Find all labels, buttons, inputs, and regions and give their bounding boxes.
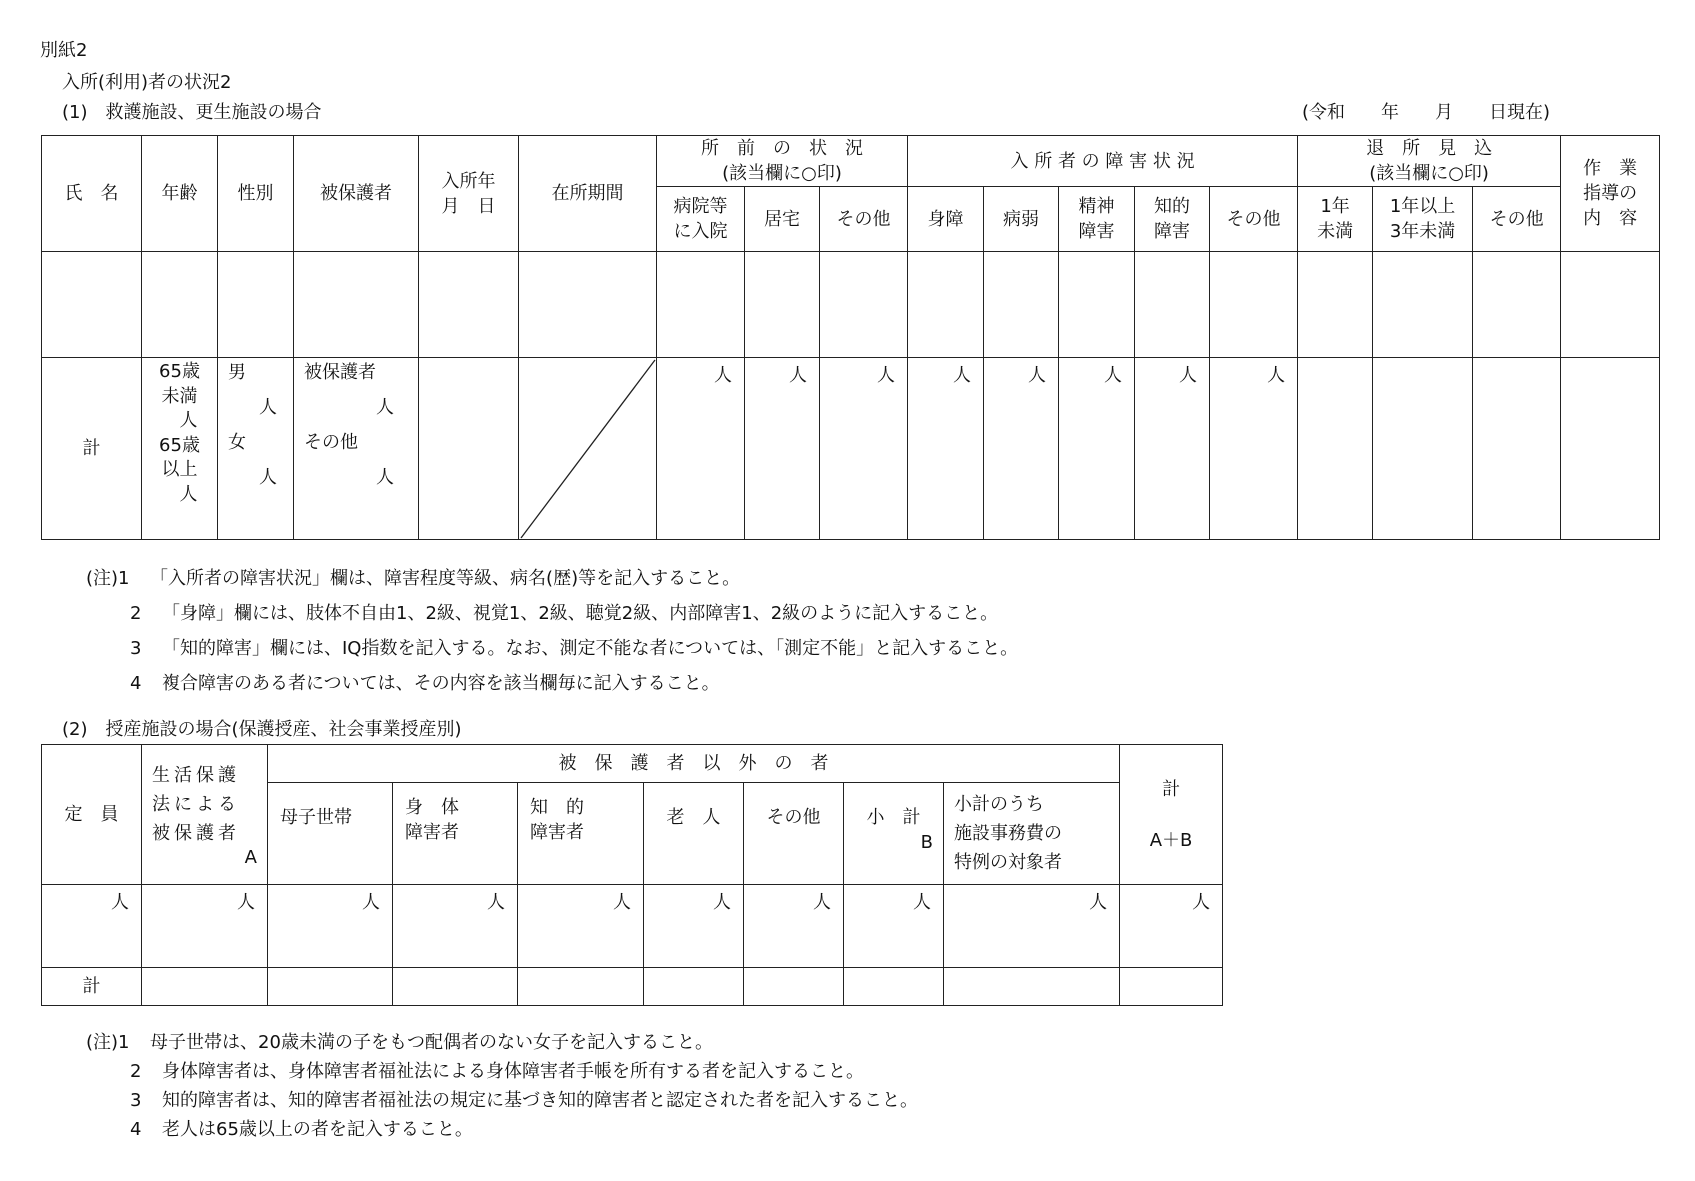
cell[interactable] [1373,358,1473,540]
total-sex [218,358,294,540]
table2 [41,744,1223,1006]
subtotal-mark: B [920,832,933,853]
note-number: 1 [118,568,130,589]
unit: 人 [1135,358,1210,540]
table1-entry-row [42,252,1660,358]
header-physical-disabled: 身 体 障害者 [393,783,518,885]
unit: 人 [984,358,1059,540]
header-1to3-years: 1年以上 3年未満 [1373,187,1473,252]
document-subtitle: 入所(利用)者の状況2 [62,72,232,93]
header-livelihood [142,745,268,885]
cell[interactable] [518,968,644,1006]
unit: 人 [1120,885,1223,968]
cell[interactable] [1561,252,1660,358]
total-age: 65歳 未満 人 65歳 以上 人 [142,358,218,540]
unit: 人 [1059,358,1135,540]
cell[interactable] [745,252,820,358]
cell[interactable] [744,968,844,1006]
cell[interactable] [1059,252,1135,358]
header-intellectual-disabled: 知 的 障害者 [518,783,644,885]
header-sex: 性別 [218,136,294,252]
unit: 人 [745,358,820,540]
protected-unit: 人 [376,397,394,418]
cell[interactable] [657,252,745,358]
section1-title: (1) 救護施設、更生施設の場合 [62,102,322,123]
cell[interactable] [1298,252,1373,358]
female-label: 女 [228,432,246,453]
notes2-prefix: (注) [86,1032,119,1053]
total-label: 計 [42,968,142,1006]
other-unit: 人 [376,467,394,488]
note-text: 「知的障害」欄には、IQ指数を記入する。なお、測定不能な者については、「測定不能」と記入すること。 [162,638,1019,659]
total-label: 計 [42,358,142,540]
header-discharge-other: その他 [1473,187,1561,252]
unit: 人 [744,885,844,968]
notes1-item [130,599,998,625]
cell[interactable] [393,968,518,1006]
cell[interactable] [1473,358,1561,540]
table1-total-row [42,358,1660,540]
cell[interactable] [142,252,218,358]
cell[interactable] [1561,358,1660,540]
note-number: 4 [130,673,142,694]
header-elderly: 老 人 [644,783,744,885]
notes1-item [130,634,1018,660]
total-mark: A＋B [1149,829,1193,851]
header-home: 居宅 [745,187,820,252]
header-protected: 被保護者 [294,136,419,252]
header-other: その他 [744,783,844,885]
cell[interactable] [1298,358,1373,540]
cell[interactable] [218,252,294,358]
note-text: 知的障害者は、知的障害者福祉法の規定に基づき知的障害者と認定された者を記入すること。 [162,1090,918,1111]
diagonal-line [519,358,657,540]
period-diagonal-cell [519,358,657,540]
header-disability-status: 入 所 者 の 障 害 状 況 [908,136,1298,187]
unit: 人 [644,885,744,968]
unit: 人 [844,885,944,968]
header-under-1year: 1年 未満 [1298,187,1373,252]
note-text: 複合障害のある者については、その内容を該当欄毎に記入すること。 [162,673,720,694]
cell[interactable] [419,358,519,540]
cell[interactable] [519,252,657,358]
unit: 人 [393,885,518,968]
attachment-label: 別紙2 [40,40,88,61]
cell[interactable] [42,252,142,358]
livelihood-mark: A [244,847,257,868]
prior-status-label: 所 前 の 状 況 [701,138,863,159]
protected-label: 被保護者 [304,362,376,383]
note-number: 3 [130,1090,142,1111]
cell[interactable] [268,968,393,1006]
cell[interactable] [142,968,268,1006]
livelihood-label: 生活保護 法による 被保護者 [152,765,240,844]
header-intellectual: 知的 障害 [1135,187,1210,252]
header-subtotal [844,783,944,885]
note-number: 1 [118,1032,130,1053]
header-mental: 精神 障害 [1059,187,1135,252]
total-protected [294,358,419,540]
header-period: 在所期間 [519,136,657,252]
date-label: (令和 年 月 日現在) [1302,102,1551,123]
female-unit: 人 [259,467,277,488]
header-disability-other: その他 [1210,187,1298,252]
note-text: 「身障」欄には、肢体不自由1、2級、視覚1、2級、聴覚2級、内部障害1、2級のように記入すること。 [162,603,999,624]
cell[interactable] [844,968,944,1006]
table2-unit-row [42,885,1223,968]
male-unit: 人 [259,397,277,418]
unit: 人 [1210,358,1298,540]
header-discharge-outlook [1298,136,1561,187]
cell[interactable] [419,252,519,358]
notes1-item [86,564,740,590]
unit: 人 [268,885,393,968]
header-non-protected: 被 保 護 者 以 外 の 者 [268,745,1120,783]
note-number: 3 [130,638,142,659]
cell[interactable] [1210,252,1298,358]
notes2-item [130,1057,864,1083]
header-capacity: 定 員 [42,745,142,885]
unit: 人 [944,885,1120,968]
cell[interactable] [1373,252,1473,358]
cell[interactable] [1120,968,1223,1006]
prior-status-note: (該当欄に○印) [722,163,842,184]
note-text: 「入所者の障害状況」欄は、障害程度等級、病名(歴)等を記入すること。 [150,568,741,589]
note-text: 母子世帯は、20歳未満の子をもつ配偶者のない女子を記入すること。 [150,1032,713,1053]
notes2-item [86,1028,713,1054]
discharge-note: (該当欄に○印) [1369,163,1489,184]
table2-total-row [42,968,1223,1006]
unit: 人 [820,358,908,540]
note-number: 4 [130,1119,142,1140]
cell[interactable] [908,252,984,358]
subtotal-label: 小 計 [866,807,921,828]
unit: 人 [657,358,745,540]
total-label: 計 [1162,778,1181,800]
header-special: 小計のうち 施設事務費の 特例の対象者 [944,783,1120,885]
header-single-mother: 母子世帯 [268,783,393,885]
header-total [1120,745,1223,885]
discharge-label: 退 所 見 込 [1366,138,1493,159]
header-sick: 病弱 [984,187,1059,252]
cell[interactable] [294,252,419,358]
cell[interactable] [1135,252,1210,358]
cell[interactable] [944,968,1120,1006]
other-label: その他 [304,432,358,453]
table1 [41,135,1660,540]
notes1-item [130,669,720,695]
cell[interactable] [644,968,744,1006]
header-name: 氏 名 [42,136,142,252]
male-label: 男 [228,362,246,383]
cell[interactable] [984,252,1059,358]
header-age: 年齢 [142,136,218,252]
notes2-item [130,1115,473,1141]
notes1-prefix: (注) [86,568,119,589]
note-number: 2 [130,1061,142,1082]
header-physical: 身障 [908,187,984,252]
header-prior-status [657,136,908,187]
cell[interactable] [1473,252,1561,358]
unit: 人 [142,885,268,968]
unit: 人 [908,358,984,540]
unit: 人 [42,885,142,968]
cell[interactable] [820,252,908,358]
notes2-item [130,1086,918,1112]
note-text: 老人は65歳以上の者を記入すること。 [162,1119,473,1140]
header-hospital: 病院等 に入院 [657,187,745,252]
section2-title: (2) 授産施設の場合(保護授産、社会事業授産別) [62,719,462,740]
header-work-guidance: 作 業 指導の 内 容 [1561,136,1660,252]
header-prior-other: その他 [820,187,908,252]
unit: 人 [518,885,644,968]
header-entry-date: 入所年 月 日 [419,136,519,252]
note-number: 2 [130,603,142,624]
note-text: 身体障害者は、身体障害者福祉法による身体障害者手帳を所有する者を記入すること。 [162,1061,864,1082]
